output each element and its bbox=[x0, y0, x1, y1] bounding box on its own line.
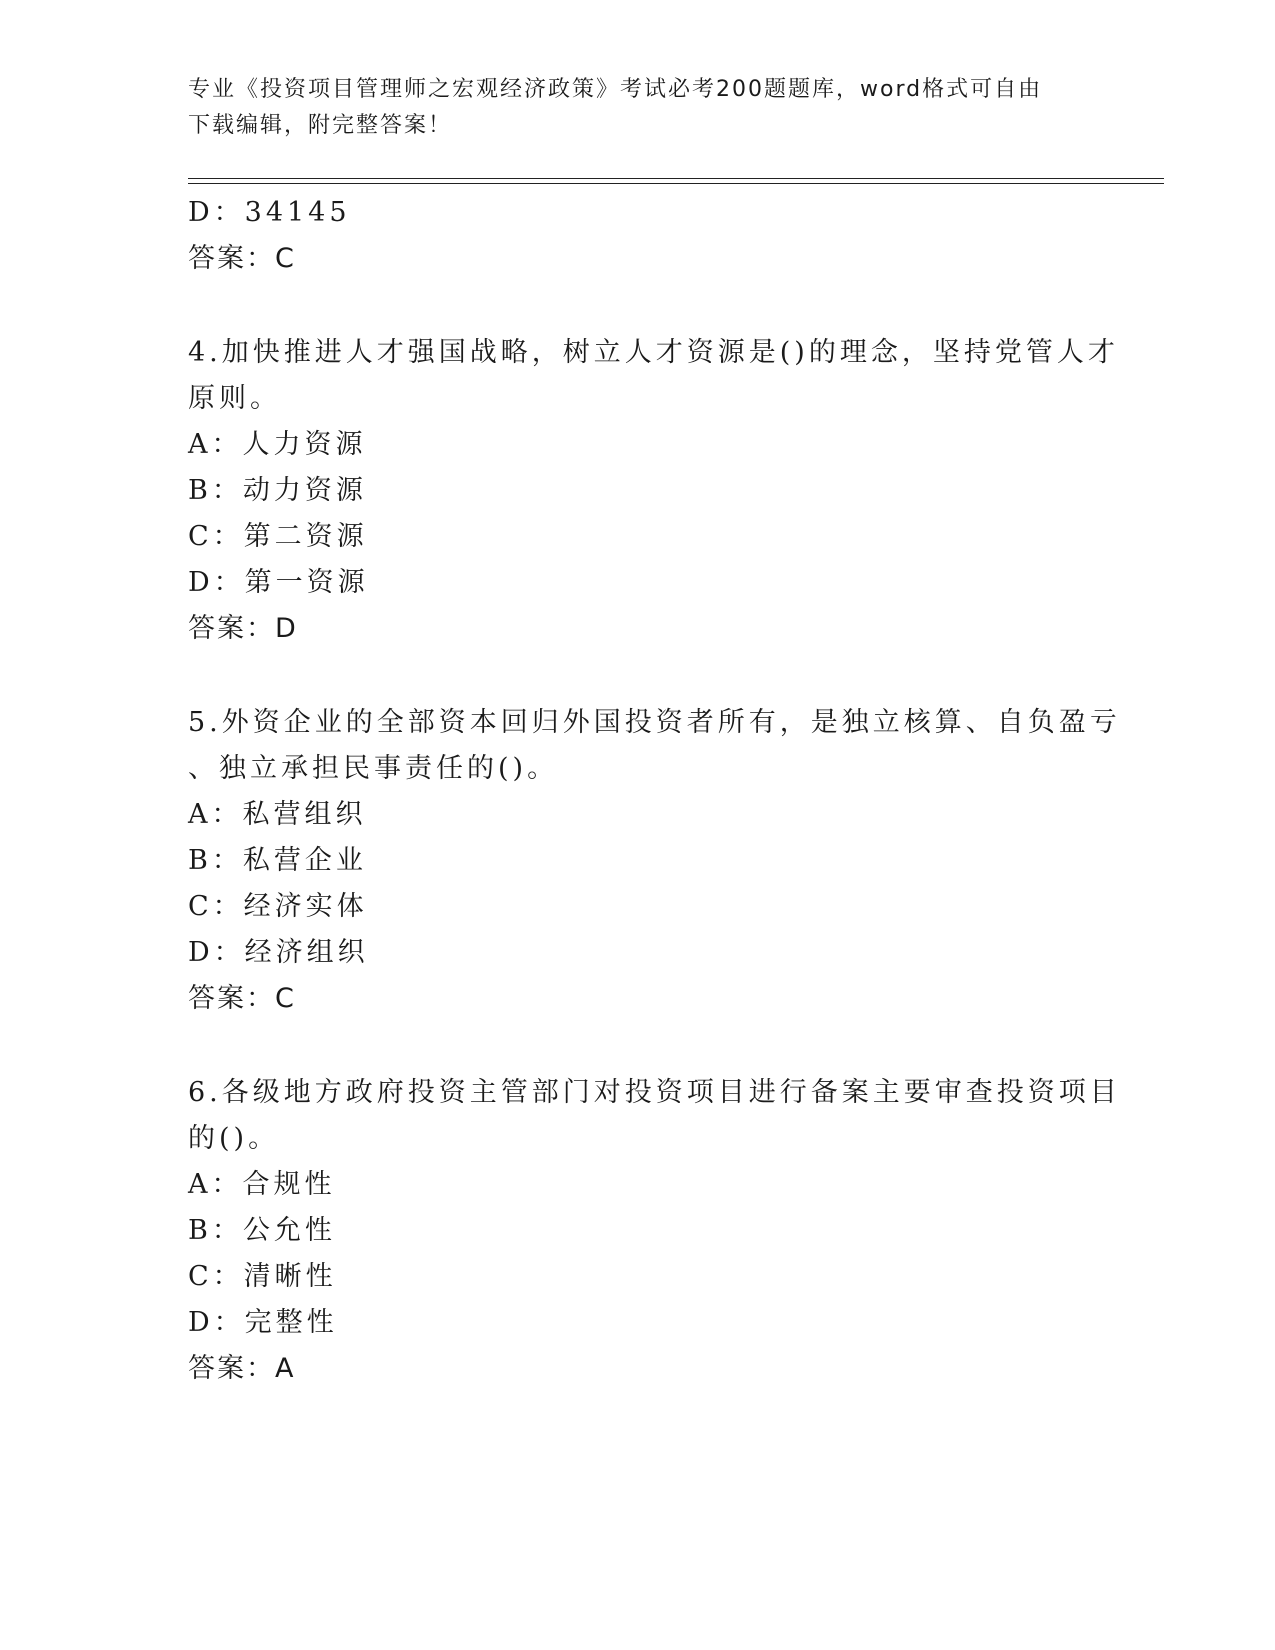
question-stem: 5.外资企业的全部资本回归外国投资者所有，是独立核算、自负盈亏 bbox=[188, 707, 1121, 738]
header-line-2: 下载编辑，附完整答案！ bbox=[188, 113, 453, 138]
header-rule-bottom bbox=[188, 183, 1164, 184]
question-stem: 4.加快推进人才强国战略，树立人才资源是()的理念，坚持党管人才 bbox=[188, 337, 1119, 368]
question-6 bbox=[188, 1070, 1121, 1392]
question-4 bbox=[188, 330, 1119, 652]
question-stem-cont: 原则。 bbox=[188, 383, 281, 414]
document-header bbox=[188, 72, 1088, 144]
option-d: D：34145 bbox=[188, 197, 351, 228]
option-d: D：经济组织 bbox=[188, 937, 369, 968]
option-b: B：公允性 bbox=[188, 1215, 336, 1246]
answer: 答案：C bbox=[188, 983, 296, 1014]
document-body bbox=[188, 190, 1121, 1392]
option-a: A：合规性 bbox=[188, 1169, 336, 1200]
question-stem-cont: 、独立承担民事责任的()。 bbox=[188, 753, 559, 784]
spacer bbox=[188, 282, 1088, 330]
option-c: C：清晰性 bbox=[188, 1261, 337, 1292]
option-a: A：人力资源 bbox=[188, 429, 367, 460]
answer: 答案：D bbox=[188, 613, 298, 644]
spacer bbox=[188, 1022, 1088, 1070]
option-c: C：第二资源 bbox=[188, 521, 368, 552]
answer: 答案：A bbox=[188, 1353, 296, 1384]
option-d: D：第一资源 bbox=[188, 567, 369, 598]
option-c: C：经济实体 bbox=[188, 891, 368, 922]
header-line-1: 专业《投资项目管理师之宏观经济政策》考试必考200题题库，word格式可自由 bbox=[188, 77, 1043, 102]
option-b: B：动力资源 bbox=[188, 475, 367, 506]
question-stem-cont: 的()。 bbox=[188, 1123, 280, 1154]
question-stem: 6.各级地方政府投资主管部门对投资项目进行备案主要审查投资项目 bbox=[188, 1077, 1121, 1108]
answer: 答案：C bbox=[188, 243, 296, 274]
header-rule-top bbox=[188, 178, 1164, 179]
question-5 bbox=[188, 700, 1121, 1022]
question-3-tail bbox=[188, 190, 1088, 282]
option-a: A：私营组织 bbox=[188, 799, 367, 830]
option-d: D：完整性 bbox=[188, 1307, 338, 1338]
spacer bbox=[188, 652, 1088, 700]
option-b: B：私营企业 bbox=[188, 845, 367, 876]
